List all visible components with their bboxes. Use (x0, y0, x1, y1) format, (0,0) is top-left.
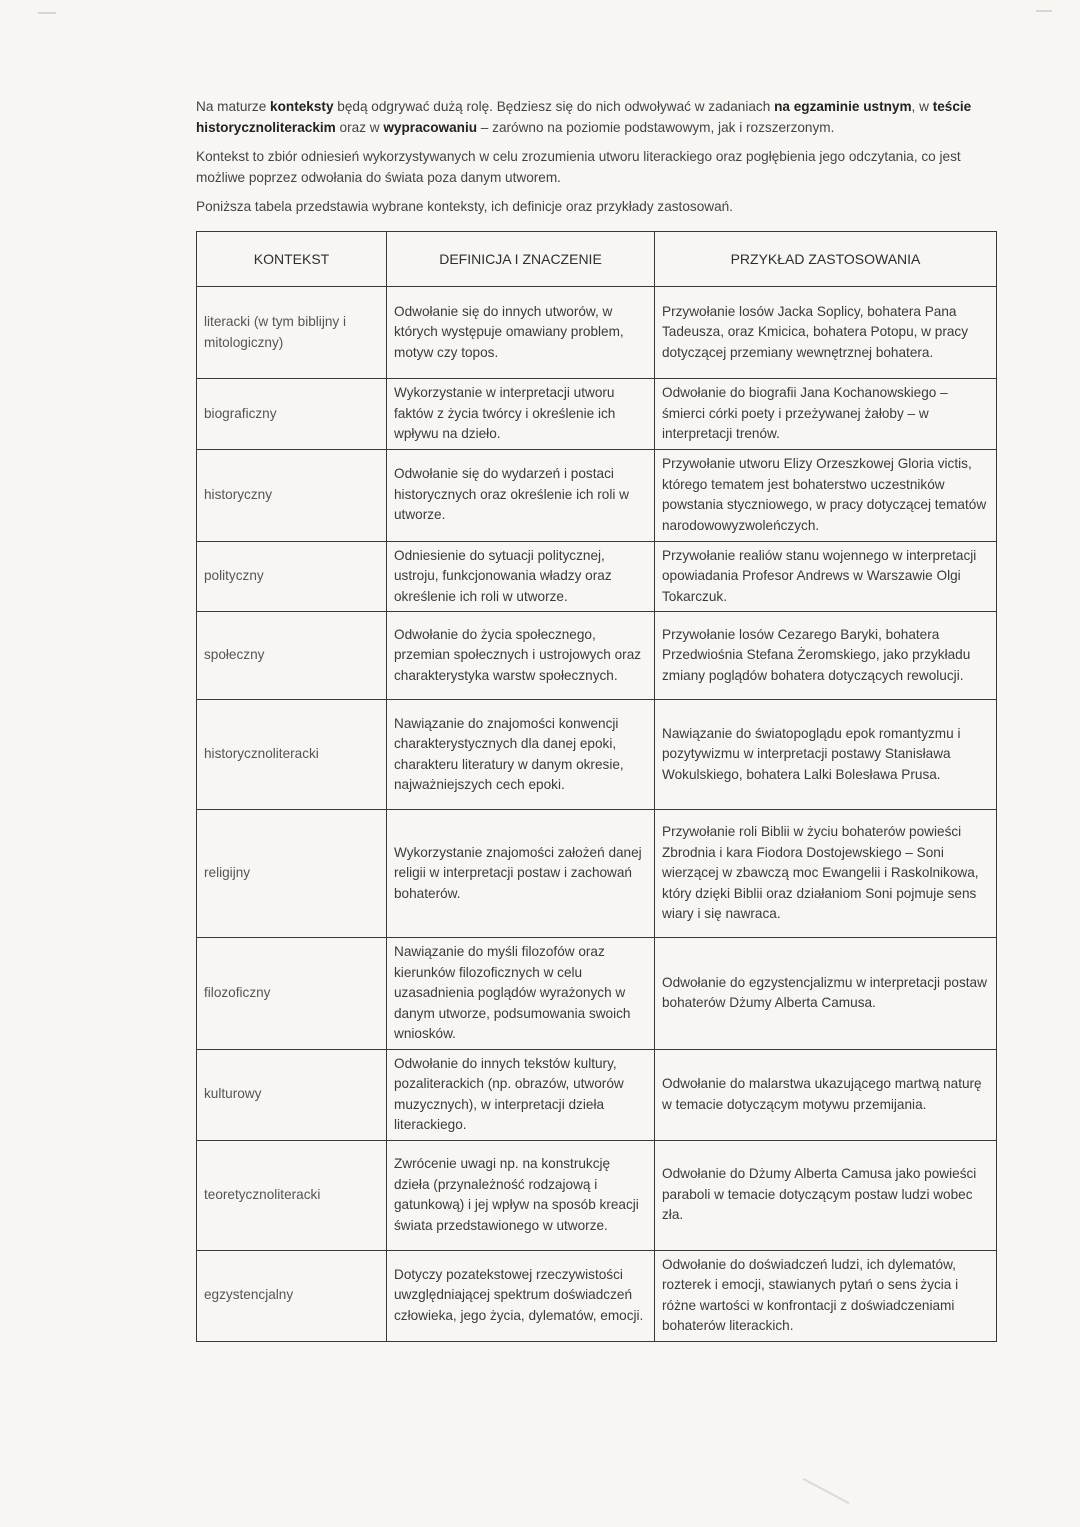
bold-egzamin-ustny: na egzaminie ustnym (774, 99, 912, 114)
cell-kontekst: religijny (197, 810, 387, 938)
cell-przyklad: Odwołanie do biografii Jana Kochanowskiego – śmierci córki poety i przeżywanej żałoby – w interpretacji trenów. (655, 379, 997, 450)
cell-definicja: Wykorzystanie w interpretacji utworu faktów z życia twórcy i określenie ich wpływu na dzieło. (387, 379, 655, 450)
scan-artifact (803, 1478, 850, 1504)
table-row (197, 379, 997, 450)
cell-przyklad: Przywołanie losów Jacka Soplicy, bohatera Pana Tadeusza, oraz Kmicica, bohatera Potopu, w pracy dotyczącej przemiany wewnętrznej bohatera. (655, 287, 997, 379)
table-row (197, 1049, 997, 1140)
scan-artifact (38, 12, 56, 14)
cell-definicja: Odwołanie do życia społecznego, przemian społecznych i ustrojowych oraz charakterystyka warstw społecznych. (387, 612, 655, 700)
cell-kontekst: historyczny (197, 449, 387, 541)
cell-przyklad: Przywołanie roli Biblii w życiu bohaterów powieści Zbrodnia i kara Fiodora Dostojewskiego – Soni wierzącej w zbawczą moc Ewangelii i Raskolnikowa, który dzięki Biblii oraz działaniom Soni pojmuje sens wiary i się nawraca. (655, 810, 997, 938)
cell-definicja: Odwołanie do innych tekstów kultury, pozaliterackich (np. obrazów, utworów muzycznych), w interpretacji dzieła literackiego. (387, 1049, 655, 1140)
bold-konteksty: konteksty (270, 99, 334, 114)
intro-paragraph-3: Poniższa tabela przedstawia wybrane konteksty, ich definicje oraz przykłady zastosowań. (196, 199, 733, 214)
cell-przyklad: Przywołanie utworu Elizy Orzeszkowej Gloria victis, którego tematem jest bohaterstwo uczestników powstania styczniowego, w pracy dotyczącej tematów narodowowyzwoleńczych. (655, 449, 997, 541)
cell-definicja: Nawiązanie do znajomości konwencji charakterystycznych dla danej epoki, charakteru literatury w danym okresie, najważniejszych cech epoki. (387, 700, 655, 810)
cell-kontekst: historycznoliteracki (197, 700, 387, 810)
header-przyklad: PRZYKŁAD ZASTOSOWANIA (655, 232, 997, 287)
bold-wypracowanie: wypracowaniu (383, 120, 478, 135)
cell-przyklad: Odwołanie do Dżumy Alberta Camusa jako powieści paraboli w temacie dotyczącym postaw ludzi wobec zła. (655, 1140, 997, 1250)
cell-kontekst: społeczny (197, 612, 387, 700)
cell-definicja: Zwrócenie uwagi np. na konstrukcję dzieła (przynależność rodzajową i gatunkową) i jej wpływ na sposób kreacji świata przedstawionego w utworze. (387, 1140, 655, 1250)
intro-section (196, 96, 996, 217)
cell-przyklad: Odwołanie do egzystencjalizmu w interpretacji postaw bohaterów Dżumy Alberta Camusa. (655, 938, 997, 1050)
cell-definicja: Odwołanie się do wydarzeń i postaci historycznych oraz określenie ich roli w utworze. (387, 449, 655, 541)
header-definicja: DEFINICJA I ZNACZENIE (387, 232, 655, 287)
intro-paragraph-2: Kontekst to zbiór odniesień wykorzystywanych w celu zrozumienia utworu literackiego oraz pogłębienia jego odczytania, co jest możliwe poprzez odwołania do świata poza danym utworem. (196, 149, 961, 185)
cell-kontekst: filozoficzny (197, 938, 387, 1050)
cell-kontekst: egzystencjalny (197, 1250, 387, 1341)
header-kontekst: KONTEKST (197, 232, 387, 287)
bold-test: teście historycznoliterackim (196, 99, 972, 135)
cell-definicja: Dotyczy pozatekstowej rzeczywistości uwzględniającej spektrum doświadczeń człowieka, jego życia, dylematów, emocji. (387, 1250, 655, 1341)
table-row (197, 1250, 997, 1341)
cell-kontekst: kulturowy (197, 1049, 387, 1140)
cell-definicja: Odniesienie do sytuacji politycznej, ustroju, funkcjonowania władzy oraz określenie ich roli w utworze. (387, 541, 655, 612)
cell-przyklad: Odwołanie do malarstwa ukazującego martwą naturę w temacie dotyczącym motywu przemijania. (655, 1049, 997, 1140)
table-row (197, 541, 997, 612)
table-row (197, 287, 997, 379)
scan-artifact (1036, 10, 1052, 12)
cell-kontekst: teoretycznoliteracki (197, 1140, 387, 1250)
table-row (197, 938, 997, 1050)
cell-definicja: Wykorzystanie znajomości założeń danej religii w interpretacji postaw i zachowań bohaterów. (387, 810, 655, 938)
table-row (197, 449, 997, 541)
cell-przyklad: Przywołanie losów Cezarego Baryki, bohatera Przedwiośnia Stefana Żeromskiego, jako przykładu zmiany poglądów bohatera dotyczących rewolucji. (655, 612, 997, 700)
cell-przyklad: Odwołanie do doświadczeń ludzi, ich dylematów, rozterek i emocji, stawianych pytań o sens życia i różne wartości w konfrontacji z doświadczeniami bohaterów literackich. (655, 1250, 997, 1341)
table-row (197, 810, 997, 938)
table-header-row (197, 232, 997, 287)
table-row (197, 700, 997, 810)
cell-definicja: Nawiązanie do myśli filozofów oraz kierunków filozoficznych w celu uzasadnienia poglądów wyrażonych w danym utworze, podsumowania swoich wniosków. (387, 938, 655, 1050)
table-row (197, 1140, 997, 1250)
cell-przyklad: Przywołanie realiów stanu wojennego w interpretacji opowiadania Profesor Andrews w Warszawie Olgi Tokarczuk. (655, 541, 997, 612)
table-row (197, 612, 997, 700)
cell-przyklad: Nawiązanie do światopoglądu epok romantyzmu i pozytywizmu w interpretacji postawy Stanisława Wokulskiego, bohatera Lalki Bolesława Prusa. (655, 700, 997, 810)
cell-kontekst: literacki (w tym biblijny i mitologiczny) (197, 287, 387, 379)
cell-definicja: Odwołanie się do innych utworów, w których występuje omawiany problem, motyw czy topos. (387, 287, 655, 379)
context-table (196, 231, 997, 1342)
intro-paragraph-1: Na maturze konteksty będą odgrywać dużą rolę. Będziesz się do nich odwoływać w zadaniach na egzaminie ustnym, w teście historycznoliterackim oraz w wypracowaniu – zarówno na poziomie podstawowym, jak i rozszerzonym. (196, 99, 972, 135)
cell-kontekst: biograficzny (197, 379, 387, 450)
document-page (196, 96, 996, 1342)
cell-kontekst: polityczny (197, 541, 387, 612)
